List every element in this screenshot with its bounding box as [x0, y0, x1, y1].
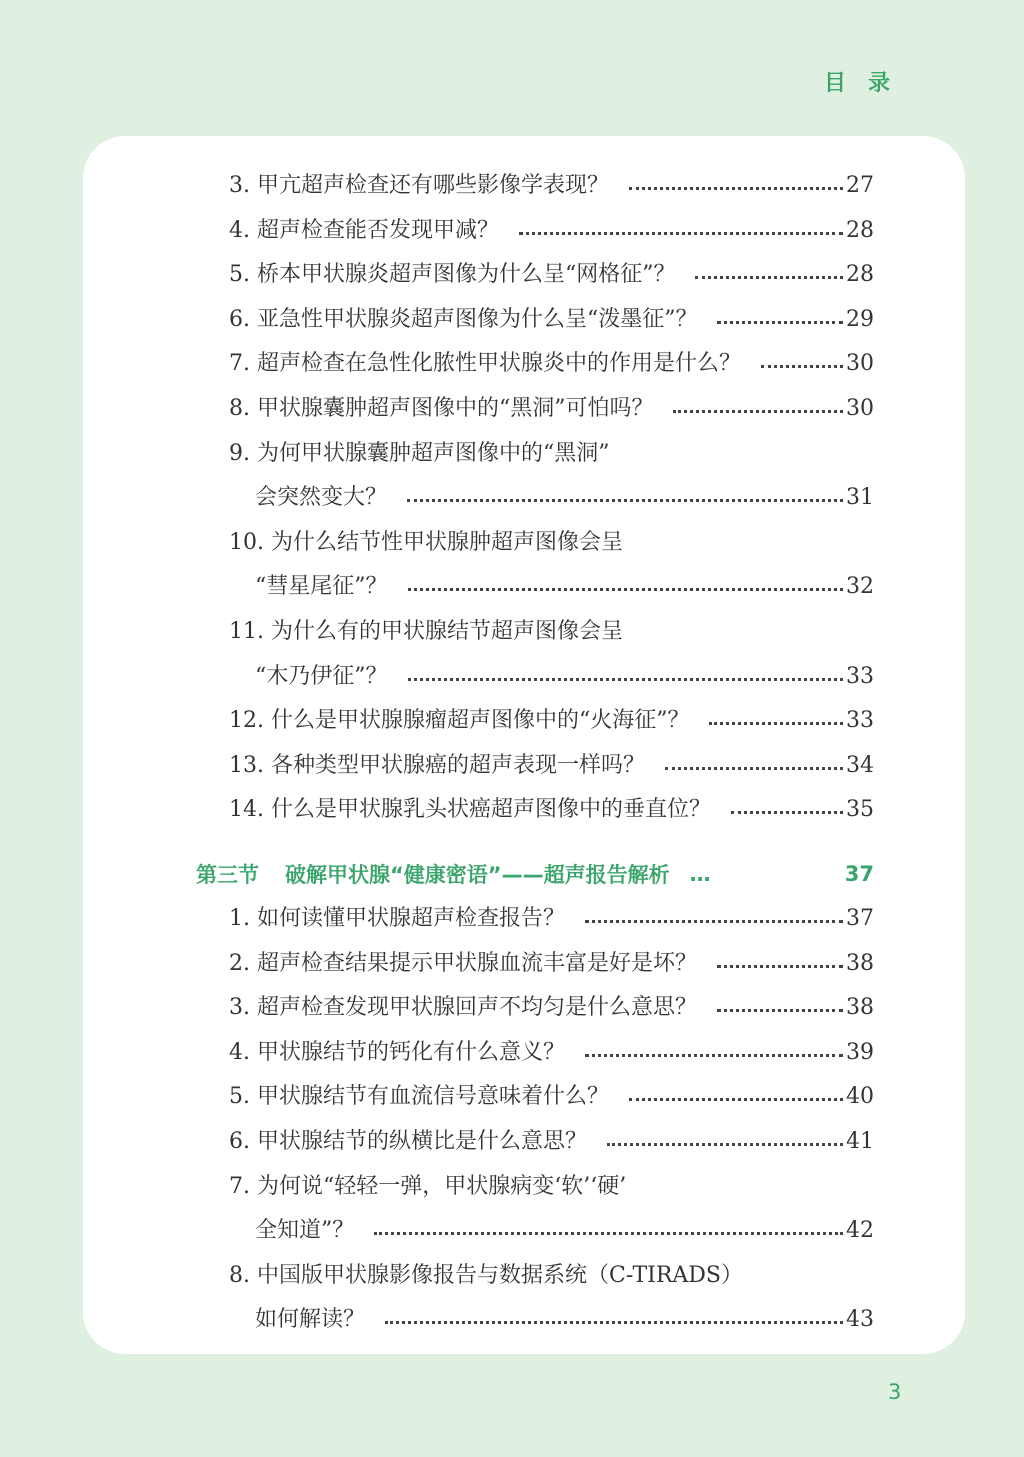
toc-entry-title: 5. 甲状腺结节有血流信号意味着什么？ [229, 1084, 609, 1109]
toc-entry[interactable] [229, 1031, 874, 1075]
toc-entry-page: 29 [846, 307, 874, 332]
toc-entry[interactable] [229, 387, 874, 431]
toc-entry-page: 42 [846, 1218, 874, 1243]
toc-entry[interactable] [229, 432, 874, 476]
toc-entry[interactable] [229, 298, 874, 342]
dot-leader [519, 232, 843, 235]
toc-entry-page: 43 [846, 1307, 874, 1332]
toc-entry-title: 3. 甲亢超声检查还有哪些影像学表现？ [229, 173, 609, 198]
toc-card [83, 136, 965, 1354]
toc-entry-page: 41 [846, 1129, 874, 1154]
toc-entry[interactable] [229, 1120, 874, 1164]
toc-entry[interactable] [229, 209, 874, 253]
toc-entry-title: 6. 甲状腺结节的纵横比是什么意思？ [229, 1129, 587, 1154]
dot-leader [629, 187, 843, 190]
dot-leader [717, 1009, 843, 1012]
toc-entry[interactable] [229, 986, 874, 1030]
toc-entry-title: 12. 什么是甲状腺腺瘤超声图像中的“火海征”？ [229, 708, 690, 733]
toc-entry-title-cont: “木乃伊征”？ [255, 664, 388, 689]
toc-entry-page: 33 [846, 708, 874, 733]
dot-leader [673, 410, 843, 413]
toc-entry-page: 30 [846, 396, 874, 421]
dot-leader [629, 1098, 843, 1101]
toc-entry-title: 10. 为什么结节性甲状腺肿超声图像会呈 [229, 530, 623, 555]
toc-entry-title-cont: 如何解读？ [255, 1307, 366, 1332]
toc-entry-continuation[interactable] [255, 1209, 874, 1253]
toc-entry-page: 32 [846, 574, 874, 599]
toc-entry[interactable] [229, 164, 874, 208]
toc-entry-title: 1. 如何读懂甲状腺超声检查报告？ [229, 906, 565, 931]
toc-entry-title-cont: 会突然变大？ [255, 485, 388, 510]
dot-leader [585, 920, 843, 923]
toc-entry-title: 5. 桥本甲状腺炎超声图像为什么呈“网格征”？ [229, 262, 676, 287]
toc-entry-title: 4. 超声检查能否发现甲减？ [229, 218, 499, 243]
dot-leader [408, 678, 844, 681]
section-title: 破解甲状腺“健康密语”——超声报告解析 [285, 863, 670, 887]
toc-entry[interactable] [229, 342, 874, 386]
toc-entry-title: 2. 超声检查结果提示甲状腺血流丰富是好是坏？ [229, 951, 697, 976]
toc-entry[interactable] [229, 253, 874, 297]
toc-entry-title: 7. 为何说“轻轻一弹，甲状腺病变‘软’‘硬’ [229, 1174, 627, 1199]
toc-entry[interactable] [229, 1075, 874, 1119]
dot-leader [695, 276, 843, 279]
toc-entry-continuation[interactable] [255, 655, 874, 699]
toc-entry-page: 39 [846, 1040, 874, 1065]
toc-entry-title: 9. 为何甲状腺囊肿超声图像中的“黑洞” [229, 441, 610, 466]
toc-entry-title: 8. 甲状腺囊肿超声图像中的“黑洞”可怕吗？ [229, 396, 654, 421]
toc-entry-continuation[interactable] [255, 565, 874, 609]
toc-entry-title-cont: 全知道”？ [255, 1218, 355, 1243]
toc-entry-title: 3. 超声检查发现甲状腺回声不均匀是什么意思？ [229, 995, 697, 1020]
dot-leader [709, 722, 843, 725]
toc-entry-page: 40 [846, 1084, 874, 1109]
toc-entry[interactable] [229, 942, 874, 986]
toc-entry-page: 34 [846, 753, 874, 778]
toc-entry-page: 33 [846, 664, 874, 689]
toc-entry[interactable] [229, 788, 874, 832]
toc-entry-continuation[interactable] [255, 476, 874, 520]
toc-entry[interactable] [229, 897, 874, 941]
toc-entry-page: 37 [846, 906, 874, 931]
toc-entry[interactable] [229, 699, 874, 743]
toc-entry-title: 8. 中国版甲状腺影像报告与数据系统（C-TIRADS） [229, 1263, 743, 1288]
toc-entry-title: 4. 甲状腺结节的钙化有什么意义？ [229, 1040, 565, 1065]
toc-entry[interactable] [229, 744, 874, 788]
section-page: 37 [844, 862, 874, 886]
toc-entry[interactable] [229, 1165, 874, 1209]
dot-leader [717, 321, 843, 324]
toc-entry-continuation[interactable] [255, 1298, 874, 1342]
toc-entry-page: 31 [846, 485, 874, 510]
toc-entry[interactable] [229, 1254, 874, 1298]
toc-entry-title: 11. 为什么有的甲状腺结节超声图像会呈 [229, 619, 623, 644]
toc-entry-page: 38 [846, 951, 874, 976]
toc-entry-page: 28 [846, 218, 874, 243]
toc-section-heading[interactable] [196, 852, 874, 896]
dot-leader [731, 811, 843, 814]
dot-leader [385, 1321, 843, 1324]
dot-leader [607, 1143, 843, 1146]
dot-leader [761, 365, 843, 368]
toc-entry-page: 28 [846, 262, 874, 287]
toc-entry-page: 38 [846, 995, 874, 1020]
toc-entry-title: 6. 亚急性甲状腺炎超声图像为什么呈“泼墨征”？ [229, 307, 698, 332]
running-header-title: 目录 [823, 71, 912, 96]
toc-entry-title: 13. 各种类型甲状腺癌的超声表现一样吗？ [229, 753, 645, 778]
section-number: 第三节 [196, 863, 259, 887]
dot-leader [407, 499, 843, 502]
toc-entry[interactable] [229, 521, 874, 565]
toc-entry-page: 27 [846, 173, 874, 198]
dot-leader [374, 1232, 843, 1235]
dot-leader [585, 1054, 843, 1057]
toc-entry-title: 14. 什么是甲状腺乳头状癌超声图像中的垂直位？ [229, 797, 711, 822]
toc-entry[interactable] [229, 610, 874, 654]
page-number: 3 [888, 1380, 902, 1404]
toc-entry-page: 35 [846, 797, 874, 822]
toc-entry-page: 30 [846, 351, 874, 376]
dot-leader [408, 588, 844, 591]
dot-leader [665, 767, 843, 770]
toc-entry-title-cont: “彗星尾征”？ [255, 574, 388, 599]
section-dot-leader: … [689, 862, 713, 886]
toc-entry-title: 7. 超声检查在急性化脓性甲状腺炎中的作用是什么？ [229, 351, 741, 376]
dot-leader [717, 965, 843, 968]
